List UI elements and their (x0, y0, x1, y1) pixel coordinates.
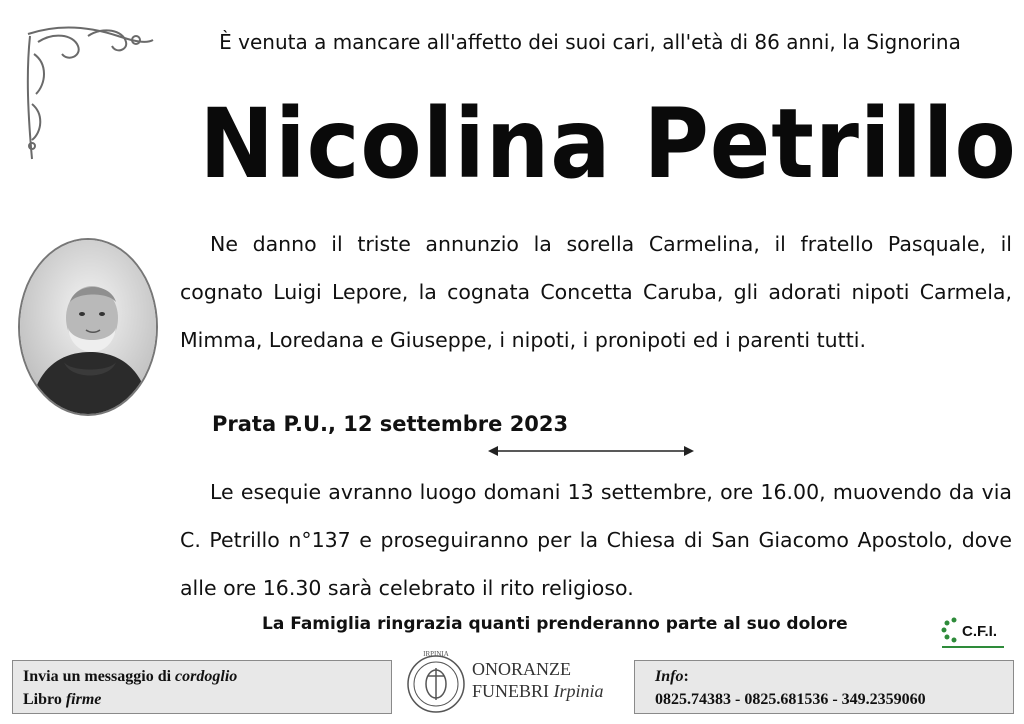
intro-text: È venuta a mancare all'affetto dei suoi cari, all'età di 86 anni, la Signorina (219, 30, 961, 54)
info-label: Info: (655, 668, 689, 685)
condolence-link[interactable]: Invia un messaggio di cordoglio (23, 668, 238, 685)
cfi-logo (938, 616, 1008, 652)
thanks-text: La Famiglia ringrazia quanti prenderanno parte al suo dolore (262, 614, 848, 634)
funeral-home-name: ONORANZE FUNEBRI Irpinia (472, 659, 604, 701)
double-arrow-icon (486, 444, 696, 458)
place-date: Prata P.U., 12 settembre 2023 (212, 412, 569, 436)
funeral-paragraph: Le esequie avranno luogo domani 13 settembre, ore 16.00, muovendo da via C. Petrillo n°137 e proseguiranno per la Chiesa di San Giacomo Apostolo, dove alle ore 16.30 sarà celebrato il rito religioso. (180, 480, 1012, 600)
funeral-home-logo (400, 646, 630, 720)
seal-top-text: IRPINIA (423, 650, 449, 658)
deceased-name: Nicolina Petrillo (199, 88, 1017, 200)
corner-ornament (18, 14, 158, 164)
portrait-image (18, 238, 158, 416)
condolence-emphasis: cordoglio (175, 668, 238, 685)
cfi-logo-text: C.F.I. (962, 623, 998, 640)
announcement-paragraph: Ne danno il triste annunzio la sorella Carmelina, il fratello Pasquale, il cognato Luigi Lepore, la cognata Concetta Caruba, gli adorati nipoti Carmela, Mimma, Loredana e Giuseppe, i nipoti, i pronipoti ed i parenti tutti. (180, 232, 1012, 352)
phone-numbers[interactable]: 0825.74383 - 0825.681536 - 349.2359060 (655, 691, 926, 708)
info-box (634, 660, 1014, 714)
condolence-box[interactable] (12, 660, 392, 714)
seal-icon (404, 646, 468, 718)
guestbook-link[interactable]: Libro firme (23, 691, 102, 708)
guestbook-emphasis: firme (65, 691, 102, 708)
